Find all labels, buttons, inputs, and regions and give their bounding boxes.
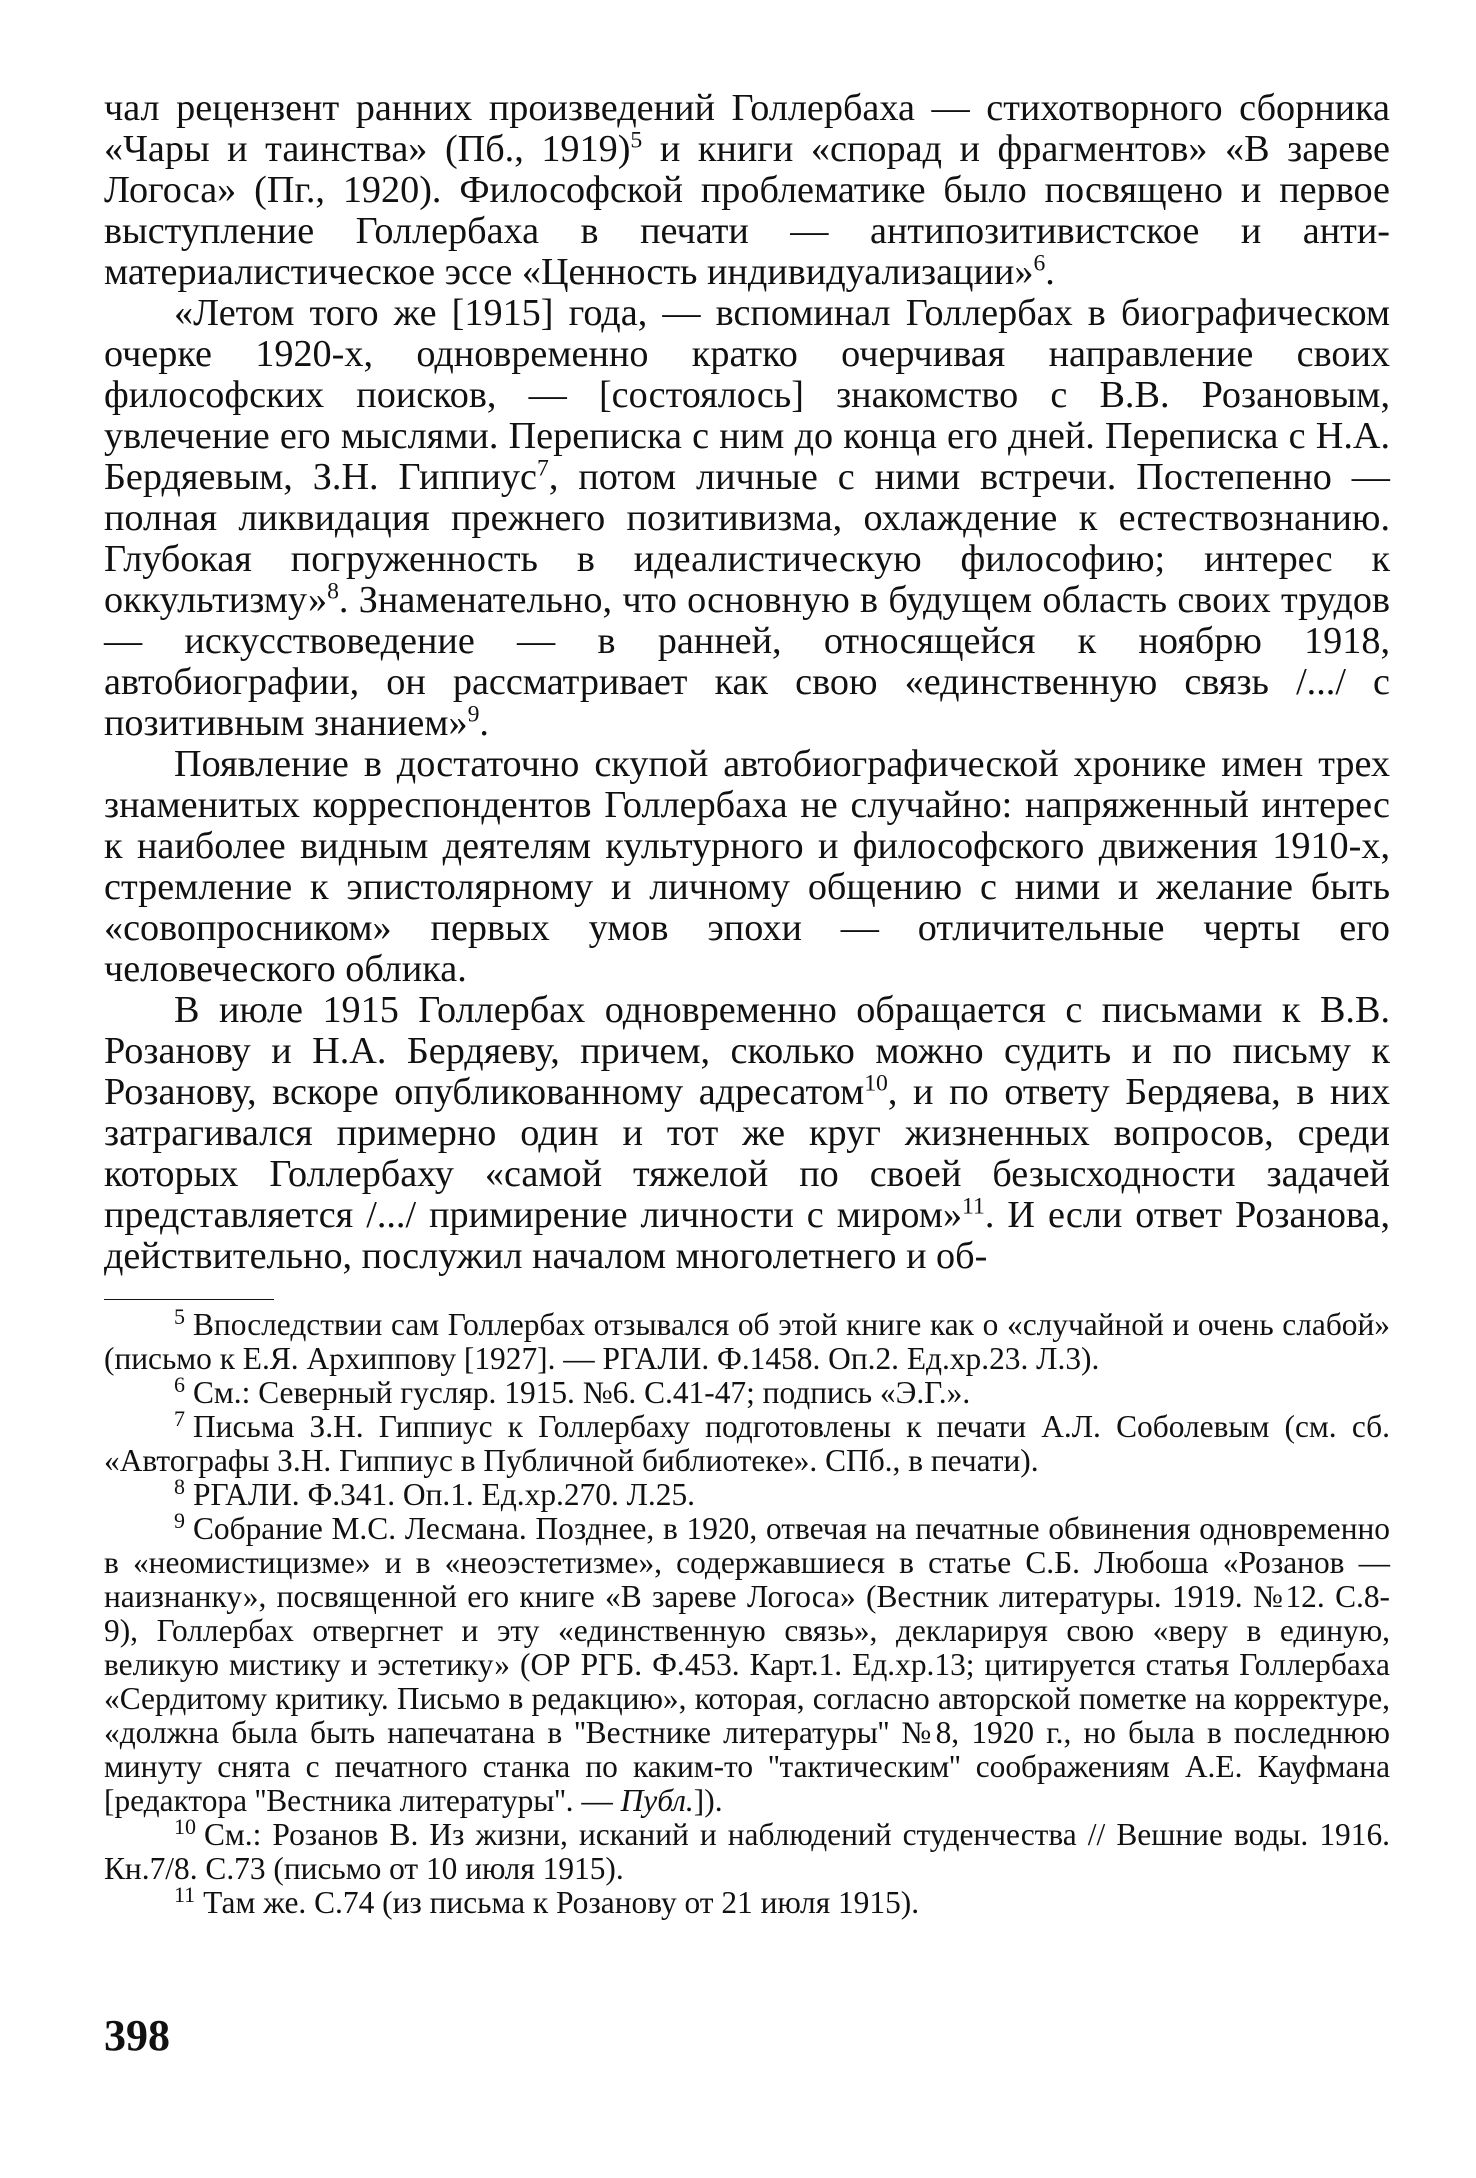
main-text (104, 88, 1390, 1277)
footnote-number: 7 (174, 1405, 185, 1431)
footnote-reference: 9 (467, 701, 480, 728)
footnote-reference: 7 (536, 455, 549, 482)
footnote-number: 5 (174, 1303, 185, 1329)
footnote-separator (104, 1299, 274, 1300)
footnote-number: 10 (174, 1813, 196, 1839)
footnote-reference: 10 (864, 1070, 888, 1097)
text-run: , потом личные с ними встречи. Постепенно — полная ликвидация прежнего позитивизма, охлаждение к естествознанию. Глубокая погруженность в идеалистическую философию; интерес к оккультизму» (104, 456, 1390, 621)
text-run: Впоследствии сам Голлербах отзывался об этой книге как о «случайной и очень слабой» (письмо к Е.Я. Архиппову [1927]. — РГАЛИ. Ф.1458. Оп.2. Ед.хр.23. Л.3). (104, 1307, 1390, 1376)
footnote (104, 1507, 1390, 1818)
footnote-reference: 11 (962, 1193, 985, 1220)
footnote-number: 9 (174, 1507, 185, 1533)
book-page (104, 88, 1390, 1920)
paragraph (104, 744, 1390, 990)
footnote (104, 1881, 1390, 1920)
footnote-reference: 8 (327, 578, 339, 605)
footnote-number: 11 (174, 1881, 196, 1907)
footnote (104, 1473, 1390, 1512)
text-run: и книги «спорад и фрагментов» «В зареве Логоса» (Пг., 1920). Философской проблематике было посвящено и первое выступление Голлербаха в печати — антипозитивистское и антиматериалистическое эссе «Ценность индивидуализации» (104, 128, 1390, 293)
text-run: См.: Северный гусляр. 1915. №6. С.41-47; подпись «Э.Г.». (192, 1375, 971, 1410)
text-run: . (479, 702, 489, 744)
text-run: РГАЛИ. Ф.341. Оп.1. Ед.хр.270. Л.25. (192, 1477, 696, 1512)
text-run: Там же. С.74 (из письма к Розанову от 21 июля 1915). (203, 1885, 920, 1920)
page-number: 398 (104, 2011, 170, 2060)
text-run: . (1045, 251, 1055, 293)
text-run: ]). (693, 1783, 723, 1818)
text-run: Собрание М.С. Лесмана. Позднее, в 1920, отвечая на печатные обвинения одновременно в «неомистицизме» и в «неоэстетизме», содержавшиеся в статье С.Б. Любоша «Розанов — наизнанку», посвященной его книге «В зареве Логоса» (Вестник литературы. 1919. №12. С.8-9), Голлербах отвергнет и эту «единственную связь», декларируя свою «веру в единую, великую мистику и эстетику» (ОР РГБ. Ф.453. Карт.1. Ед.хр.13; цитируется статья Голлербаха «Сердитому критику. Письмо в редакцию», которая, согласно авторской пометке на корректуре, «должна была быть напечатана в ''Вестнике литературы'' №8, 1920 г., но была в последнюю минуту снята с печатного станка по каким-то ''тактическим'' соображениям А.Е. Кауфмана [редактора ''Вестника литературы''. — (104, 1511, 1390, 1818)
text-run: См.: Розанов В. Из жизни, исканий и наблюдений студенчества // Вешние воды. 1916. Кн.7/8. С.73 (письмо от 10 июля 1915). (104, 1817, 1390, 1886)
text-run: «Летом того же [1915] года, — вспоминал Голлербах в биографическом очерке 1920-х, одновременно кратко очерчивая направление своих философских поисков, — [состоялось] знакомство с В.В. Розановым, увлечение его мыслями. Переписка с ним до конца его дней. Переписка с Н.А. Бердяевым, З.Н. Гиппиус (104, 292, 1390, 498)
text-run: Письма З.Н. Гиппиус к Голлербаху подготовлены к печати А.Л. Соболевым (см. сб. «Автографы З.Н. Гиппиус в Публичной библиотеке». СПб., в печати). (104, 1409, 1390, 1478)
footnote (104, 1813, 1390, 1886)
footnote-number: 8 (174, 1473, 185, 1499)
text-run: чал рецензент ранних произведений Голлербаха — стихотворного сборника «Чары и таинства» (Пб., 1919) (104, 87, 1390, 170)
footnote (104, 1405, 1390, 1478)
text-run: , и по ответу Бердяева, в них затрагивался примерно один и тот же круг жизненных вопросов, среди которых Голлербаху «самой тяжелой по своей безысходности задачей представляется /.../ примирение личности с миром» (104, 1071, 1391, 1236)
text-run: . И если ответ Розанова, действительно, послужил началом многолетнего и об- (104, 1194, 1390, 1277)
footnote-reference: 5 (630, 127, 643, 154)
footnote (104, 1303, 1390, 1376)
footnote-number: 6 (174, 1371, 185, 1397)
text-run: В июле 1915 Голлербах одновременно обращается с письмами к В.В. Розанову и Н.А. Бердяеву, причем, сколько можно судить и по письму к Розанову, вскоре опубликованному адресатом (104, 989, 1390, 1113)
footnote-reference: 6 (1033, 250, 1046, 277)
text-run: Появление в достаточно скупой автобиографической хронике имен трех знаменитых корреспондентов Голлербаха не случайно: напряженный интерес к наиболее видным деятелям культурного и философского движения 1910-х, стремление к эпистолярному и личному общению с ними и желание быть «совопросником» первых умов эпохи — отличительные черты его человеческого облика. (104, 743, 1390, 990)
italic-text: Публ. (620, 1783, 694, 1818)
footnotes (104, 1303, 1390, 1920)
paragraph (104, 88, 1390, 293)
footnote (104, 1371, 1390, 1410)
paragraph (104, 990, 1390, 1277)
text-run: . Знаменательно, что основную в будущем область своих трудов — искусствоведение — в ранней, относящейся к ноябрю 1918, автобиографии, он рассматривает как свою «единственную связь /.../ с позитивным знанием» (104, 579, 1390, 744)
paragraph (104, 293, 1390, 744)
